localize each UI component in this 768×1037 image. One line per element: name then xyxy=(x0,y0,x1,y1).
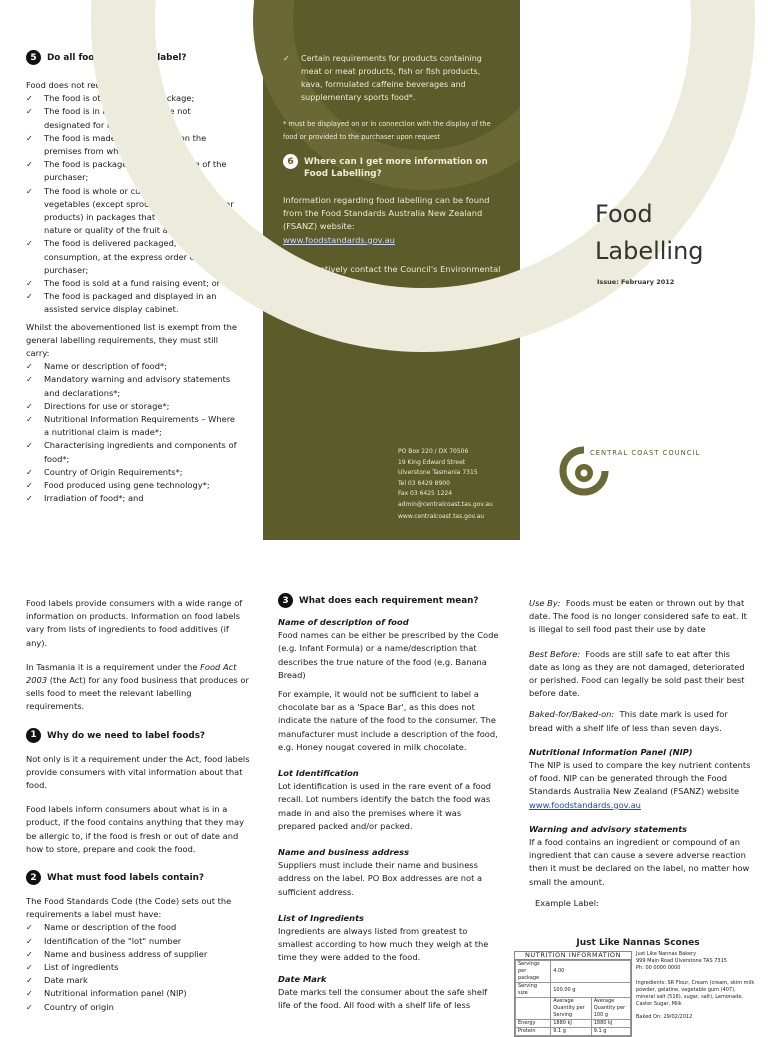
requirements-list xyxy=(26,921,251,1013)
example-nutrition-label xyxy=(514,937,762,1034)
section-number-badge: 1 xyxy=(26,728,41,743)
decorative-arc-graphic xyxy=(520,0,768,540)
section2-intro: The Food Standards Code (the Code) sets out the requirements a label must have: xyxy=(26,896,232,920)
list-item: ✓ Mandatory warning and advisory statements and declarations*; xyxy=(26,373,238,399)
list-item: ✓ The food is sold at a fund raising event; or xyxy=(26,277,238,290)
list-item: ✓ Certain requirements for products containing meat or meat products, fish or fish products, kava, formulated caffeine beverages and supplementary sports food*. xyxy=(283,52,503,104)
ingredients-subheading: List of Ingredients xyxy=(278,912,364,923)
section-number-badge: 2 xyxy=(26,870,41,885)
bottom-left-column xyxy=(26,597,251,1014)
name-paragraph: Food names can be either be prescribed by the Code (e.g. Infant Formula) or a name/description that describes the true nature of the food (e.g. Banana Bread) xyxy=(278,630,499,680)
list-item: ✓ The food is in an inner package not designated for individual sale; xyxy=(26,105,238,131)
lot-paragraph: Lot identification is used in the rare event of a food recall. Lot numbers identify the batch the food was made in and also the premises where it was prepared packed and/or packed. xyxy=(278,781,492,831)
use-by-text: Foods must be eaten or thrown out by that date. The food is no longer considered safe to eat. It is illegal to sell food past their use by date xyxy=(529,598,747,635)
list-item: ✓ Date mark xyxy=(26,974,251,987)
cover-title-line2: Labelling xyxy=(595,237,704,265)
nutrient-per100: 1880 kJ xyxy=(591,1020,630,1028)
section2-title: What must food labels contain? xyxy=(47,873,204,884)
olive-panel-content xyxy=(283,52,503,289)
website-link[interactable]: www.foodstandards.gov.au xyxy=(283,234,395,245)
address-line: Fax 03 6425 1224 xyxy=(398,490,453,497)
baked-paragraph xyxy=(529,708,751,734)
list-item: ✓ The food is packaged and displayed in an assisted service display cabinet. xyxy=(26,290,238,316)
act-paragraph xyxy=(26,661,251,714)
address-subheading: Name and business address xyxy=(278,847,410,858)
cover-title-line1: Food xyxy=(595,200,653,228)
list-item: ✓ Name and business address of supplier xyxy=(26,948,251,961)
list-item: ✓ The food is other than in a package; xyxy=(26,92,238,105)
nutrition-table xyxy=(515,960,631,1036)
nip-subheading: Nutritional Information Panel (NIP) xyxy=(529,746,693,757)
bottom-middle-column xyxy=(278,593,500,1012)
address-line: PO Box 220 / DX 70506 xyxy=(398,448,469,455)
whilst-paragraph: Whilst the abovementioned list is exempt from the general labelling requirements, they must still carry: xyxy=(26,321,237,359)
section-number-badge: 5 xyxy=(26,50,41,65)
still-carry-list xyxy=(26,360,238,505)
section3-title: What does each requirement mean? xyxy=(299,596,479,606)
label-baked-on: Baked On: 29/02/2012 xyxy=(636,1014,693,1020)
address-line: Tel 03 6429 8900 xyxy=(398,479,450,487)
footnote: * must be displayed on or in connection with the display of the food or provided to the purchaser upon request xyxy=(283,120,491,141)
list-item: ✓ Country of origin xyxy=(26,1001,251,1014)
col-head: Average Quantity per 100 g xyxy=(591,998,630,1020)
cover-panel xyxy=(520,0,768,540)
nutrition-panel-title: NUTRITION INFORMATION xyxy=(515,952,631,960)
section1-paragraph: Not only is it a requirement under the Act, food labels provide consumers with vital information about that food. xyxy=(26,753,250,791)
section5-title: Do all foods require a label? xyxy=(47,53,187,63)
bottom-right-column xyxy=(529,597,751,910)
table-row xyxy=(516,1020,631,1028)
table-row xyxy=(516,1028,631,1036)
section3-heading xyxy=(278,593,500,608)
address-line: Ulverstone Tasmania 7315 xyxy=(398,469,478,476)
section-number-badge: 3 xyxy=(278,593,293,608)
section2-heading xyxy=(26,870,251,885)
example-label-caption: Example Label: xyxy=(535,897,599,908)
servings-label: Servings per package xyxy=(516,961,551,983)
list-item: ✓ Name or description of food*; xyxy=(26,360,238,373)
bakery-line: 999 Main Road Ulverstone TAS 7315 xyxy=(636,958,727,964)
list-item: ✓ Irradiation of food*; and xyxy=(26,492,238,505)
lot-subheading: Lot Identification xyxy=(278,768,359,779)
section6-title: Where can I get more information on Food Labelling? xyxy=(304,157,488,179)
label-product-name: Just Like Nannas Scones xyxy=(576,938,700,948)
section1-heading xyxy=(26,728,251,743)
list-item: ✓ The food is delivered packaged, and ready for consumption, at the express order of the purchaser; xyxy=(26,237,238,277)
list-item: ✓ Directions for use or storage*; xyxy=(26,400,238,413)
example-paragraph: For example, it would not be sufficient to label a chocolate bar as a 'Space Bar', as this does not indicate the nature of the food to the consumer. The manufacturer must include a description of the food, e.g. Honey nougat covered in milk chocolate. xyxy=(278,689,498,752)
council-address-block xyxy=(398,447,518,523)
council-website[interactable]: www.centralcoast.tas.gov.au xyxy=(398,513,485,520)
address-line: 19 King Edward Street xyxy=(398,458,466,466)
best-before-head: Best Before: xyxy=(529,648,581,659)
baked-text: This date mark is used for bread with a shelf life of less than seven days. xyxy=(529,709,728,733)
section1-paragraph: Food labels inform consumers about what is in a product, if the food contains anything that they may be allergic to, if the food is fresh or out of date and how to store, prepare and cook the food. xyxy=(26,804,244,854)
list-item: ✓ Country of Origin Requirements*; xyxy=(26,466,238,479)
warning-subheading: Warning and advisory statements xyxy=(529,823,688,834)
nutrient-serve: 1880 kJ xyxy=(551,1020,592,1028)
issue-date: Issue: February 2012 xyxy=(597,278,675,286)
nutrient-serve: 9.1 g xyxy=(551,1028,592,1036)
servings-value: 4.00 xyxy=(551,961,631,983)
nip-text: The NIP is used to compare the key nutrient contents of food. NIP can be generated through the Food Standards Australia New Zealand (FSANZ) website xyxy=(529,760,751,797)
list-item: ✓ List of ingredients xyxy=(26,961,251,974)
serving-size-label: Serving size xyxy=(516,983,551,998)
bakery-line: Just Like Nannas Bakery xyxy=(636,951,697,957)
serving-size-value: 100.00 g xyxy=(551,983,631,998)
fsanz-link[interactable]: www.foodstandards.gov.au xyxy=(529,799,641,810)
ingredients-paragraph: Ingredients are always listed from greatest to smallest according to how much they weigh at the time they were added to the food. xyxy=(278,926,489,963)
list-item: ✓ Nutritional information panel (NIP) xyxy=(26,987,251,1000)
section1-title: Why do we need to label foods? xyxy=(47,730,206,741)
list-item: ✓ Identification of the "lot" number xyxy=(26,935,251,948)
continued-list xyxy=(283,52,503,104)
list-item: ✓ Nutritional Information Requirements – Where a nutritional claim is made*; xyxy=(26,413,238,439)
section-number-badge: 6 xyxy=(283,154,298,169)
council-name: CENTRAL COAST COUNCIL xyxy=(590,449,701,457)
section5-intro: Food does not require a label if: xyxy=(26,80,158,90)
label-ingredients: Ingredients: SR Flour, Cream (cream, skim milk powder, gelatine, vegetable gum (407), mineral salt (516), sugar, salt), Lemonade, Caster Sugar, Milk xyxy=(636,980,755,1007)
address-paragraph: Suppliers must include their name and business address on the label. PO Box addresses are not a sufficient address. xyxy=(278,860,483,897)
address-line: admin@centralcoast.tas.gov.au xyxy=(398,500,493,508)
list-item: ✓ The food is whole or cut fresh fruit and vegetables (except sprouting seeds or similar products) in packages that do not obscure the nature or quality of the fruit and vegetables; xyxy=(26,185,238,238)
list-item: ✓ Characterising ingredients and components of food*; xyxy=(26,439,238,465)
label-details xyxy=(636,951,756,1037)
list-item: ✓ Food produced using gene technology*; xyxy=(26,479,238,492)
nip-paragraph xyxy=(529,759,751,812)
act-text-b: (the Act) for any food business that produces or sells food to meet the relevant labelling requirements. xyxy=(26,675,249,712)
list-item: ✓ The food is made and packaged on the premises from which it is sold; xyxy=(26,132,238,158)
list-item: ✓ The food is packaged in the presence of the purchaser; xyxy=(26,158,238,184)
list-item: ✓ Name or description of the food xyxy=(26,921,251,934)
section6-heading xyxy=(283,154,503,180)
date-paragraph: Date marks tell the consumer about the safe shelf life of the food. All food with a shelf life of less xyxy=(278,986,488,1011)
alt-contact: Or alternatively contact the Council's Environmental Health Officer xyxy=(283,263,501,288)
nutrient-name: Energy xyxy=(516,1020,551,1028)
cover-title xyxy=(595,196,704,270)
use-by-paragraph xyxy=(529,597,751,637)
act-text-a: In Tasmania it is a requirement under the xyxy=(26,661,201,672)
act-name: Food Act 2003 xyxy=(26,661,237,686)
info-paragraph: Information regarding food labelling can be found from the Food Standards Australia New Zealand (FSANZ) website: xyxy=(283,195,490,232)
baked-head: Baked-for/Baked-on: xyxy=(529,709,615,720)
bakery-line: Ph: 00 0000 0000 xyxy=(636,965,681,971)
warning-paragraph: If a food contains an ingredient or compound of an ingredient that can cause a severe adverse reaction then it must be declared on the label, no matter how small the amount. xyxy=(529,837,750,887)
name-subheading: Name of description of food xyxy=(278,617,409,627)
nutrition-panel xyxy=(514,951,632,1037)
nutrient-per100: 9.1 g xyxy=(591,1028,630,1036)
best-before-text: Foods are still safe to eat after this date as long as they are not damaged, deteriorated or perished. Food can legally be sold past their best before date. xyxy=(529,648,745,699)
intro-paragraph: Food labels provide consumers with a wide range of information on products. Information on food labels vary from lists of ingredients to food additives (if any). xyxy=(26,598,243,648)
best-before-paragraph xyxy=(529,648,751,701)
col-head: Average Quantity per Serving xyxy=(551,998,592,1020)
nutrient-name: Protein xyxy=(516,1028,551,1036)
use-by-head: Use By: xyxy=(529,598,561,608)
date-subheading: Date Mark xyxy=(278,973,327,984)
